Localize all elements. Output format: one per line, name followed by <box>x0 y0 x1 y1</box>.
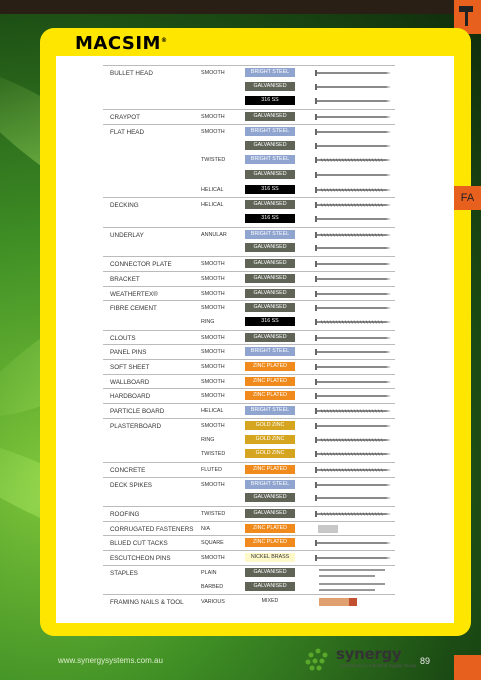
finish-badge: GOLD ZINC <box>245 449 295 458</box>
shank-type: SMOOTH <box>201 378 225 385</box>
nail-image <box>315 435 391 445</box>
table-row <box>103 550 395 565</box>
nail-image <box>315 112 391 122</box>
table-row <box>103 594 395 609</box>
shank-type: VARIOUS <box>201 599 225 606</box>
nail-type: BULLET HEAD <box>110 70 153 77</box>
nail-type: CLOUTS <box>110 334 136 342</box>
nail-image <box>315 509 391 519</box>
nail-type: CONNECTOR PLATE <box>110 261 172 269</box>
nail-image <box>315 553 391 563</box>
table-row <box>103 491 395 505</box>
finish-badge: GALVANISED <box>245 568 295 577</box>
shank-type: HELICAL <box>201 202 224 209</box>
shank-type: SMOOTH <box>201 114 225 121</box>
nail-type: FIBRE CEMENT <box>110 305 157 313</box>
nail-type: FLAT HEAD <box>110 128 145 136</box>
nail-type: DECKING <box>110 202 139 210</box>
synergy-tagline: Construction | Industrial Supply Group <box>340 663 416 668</box>
shank-type: HELICAL <box>201 408 224 415</box>
nail-image <box>315 391 391 401</box>
shank-type: SMOOTH <box>201 305 225 312</box>
nail-type: UNDERLAY <box>110 231 144 239</box>
nail-type: CORRUGATED FASTENERS <box>110 525 194 533</box>
table-row <box>103 256 395 271</box>
table-row <box>103 374 395 389</box>
nail-type: ESCUTCHEON PINS <box>110 555 171 563</box>
nail-image <box>315 421 391 431</box>
finish-badge: GALVANISED <box>245 289 295 298</box>
shank-type: SMOOTH <box>201 70 225 76</box>
table-row <box>103 565 395 580</box>
nail-image <box>315 333 391 343</box>
top-bar <box>0 0 481 14</box>
nail-image <box>315 96 391 106</box>
table-row <box>103 580 395 594</box>
nail-image <box>315 243 391 253</box>
nail-image <box>315 68 391 78</box>
finish-badge: NICKEL BRASS <box>245 553 295 562</box>
shank-type: SMOOTH <box>201 555 225 562</box>
finish-badge: GOLD ZINC <box>245 435 295 444</box>
shank-type: SMOOTH <box>201 334 225 341</box>
finish-badge: GALVANISED <box>245 509 295 518</box>
shank-type: HELICAL <box>201 186 224 193</box>
table-row <box>103 300 395 315</box>
finish-badge: 316 SS <box>245 185 295 194</box>
finish-badge: GALVANISED <box>245 493 295 502</box>
table-row <box>103 433 395 447</box>
finish-badge: BRIGHT STEEL <box>245 68 295 77</box>
table-row <box>103 153 395 167</box>
finish-badge: GALVANISED <box>245 82 295 91</box>
shank-type: TWISTED <box>201 157 226 164</box>
table-row <box>103 197 395 212</box>
shank-type: SMOOTH <box>201 128 225 135</box>
table-row <box>103 418 395 433</box>
finish-badge: GALVANISED <box>245 582 295 591</box>
table-row <box>103 344 395 359</box>
nail-type: BRACKET <box>110 275 140 283</box>
finish-badge: ZINC PLATED <box>245 391 295 400</box>
nail-type: STAPLES <box>110 569 138 577</box>
nail-image <box>315 568 391 578</box>
shank-type: RING <box>201 318 215 325</box>
nail-image <box>315 362 391 372</box>
finish-badge: GALVANISED <box>245 170 295 179</box>
table-row <box>103 227 395 242</box>
nail-image <box>315 170 391 180</box>
nail-image <box>315 141 391 151</box>
table-row <box>103 109 395 124</box>
finish-badge: BRIGHT STEEL <box>245 230 295 239</box>
footer-url[interactable]: www.synergysystems.com.au <box>58 656 163 665</box>
nail-type: PANEL PINS <box>110 349 147 357</box>
finish-badge: ZINC PLATED <box>245 524 295 533</box>
nail-image <box>315 597 391 607</box>
macsim-logo: MACSIM® <box>75 33 168 54</box>
table-row <box>103 359 395 374</box>
nail-image <box>315 465 391 475</box>
finish-badge: ZINC PLATED <box>245 538 295 547</box>
shank-type: SQUARE <box>201 540 224 547</box>
table-row <box>103 65 395 80</box>
nail-type: PLASTERBOARD <box>110 422 162 430</box>
finish-badge: BRIGHT STEEL <box>245 406 295 415</box>
shank-type: N/A <box>201 525 210 532</box>
table-row <box>103 330 395 345</box>
nail-image <box>315 493 391 503</box>
table-row <box>103 506 395 521</box>
nail-type: CRAYPOT <box>110 114 140 122</box>
shank-type: BARBED <box>201 583 224 590</box>
nail-image <box>315 274 391 284</box>
finish-badge: GALVANISED <box>245 274 295 283</box>
shank-type: SMOOTH <box>201 481 225 488</box>
nail-image <box>315 200 391 210</box>
shank-type: RING <box>201 436 215 443</box>
table-row <box>103 286 395 301</box>
corner-accent <box>454 655 481 680</box>
finish-badge: BRIGHT STEEL <box>245 127 295 136</box>
nail-type: WEATHERTEX® <box>110 290 158 298</box>
finish-badge: ZINC PLATED <box>245 362 295 371</box>
table-row <box>103 403 395 418</box>
shank-type: SMOOTH <box>201 364 225 370</box>
finish-badge: GALVANISED <box>245 333 295 342</box>
shank-type: SMOOTH <box>201 275 225 282</box>
page-number: 89 <box>420 656 431 666</box>
finish-badge: ZINC PLATED <box>245 465 295 474</box>
table-row <box>103 241 395 255</box>
section-tab-fa[interactable]: FA <box>454 186 481 210</box>
finish-badge: BRIGHT STEEL <box>245 480 295 489</box>
shank-type: SMOOTH <box>201 290 225 297</box>
nail-image <box>315 582 391 592</box>
nail-image <box>315 155 391 165</box>
shank-type: SMOOTH <box>201 393 225 400</box>
finish-badge: ZINC PLATED <box>245 377 295 386</box>
nail-type: SOFT SHEET <box>110 364 150 371</box>
nail-type: CONCRETE <box>110 466 146 474</box>
finish-badge: GALVANISED <box>245 303 295 312</box>
shank-type: FLUTED <box>201 466 222 473</box>
table-row <box>103 521 395 536</box>
finish-badge: GALVANISED <box>245 259 295 268</box>
finish-badge: GALVANISED <box>245 200 295 209</box>
nail-type: FRAMING NAILS & TOOL <box>110 599 184 607</box>
nail-type: PARTICLE BOARD <box>110 408 165 416</box>
finish-badge: MIXED <box>245 597 295 606</box>
nail-type: BLUED CUT TACKS <box>110 540 168 548</box>
nail-image <box>315 214 391 224</box>
nail-image <box>315 317 391 327</box>
table-row <box>103 271 395 286</box>
finish-badge: BRIGHT STEEL <box>245 347 295 356</box>
hammer-icon <box>457 4 477 28</box>
table-row <box>103 212 395 226</box>
finish-badge: GALVANISED <box>245 112 295 121</box>
table-row <box>103 168 395 182</box>
finish-badge: 316 SS <box>245 96 295 105</box>
table-row <box>103 124 395 139</box>
nail-image <box>315 185 391 195</box>
nail-image <box>315 524 391 534</box>
finish-badge: BRIGHT STEEL <box>245 155 295 164</box>
table-row <box>103 388 395 403</box>
table-row <box>103 80 395 94</box>
nail-type: DECK SPIKES <box>110 481 152 489</box>
shank-type: TWISTED <box>201 511 226 517</box>
table-row <box>103 447 395 461</box>
nail-type: HARDBOARD <box>110 393 151 401</box>
table-row <box>103 477 395 492</box>
nail-image <box>315 538 391 548</box>
nail-image <box>315 347 391 357</box>
shank-type: PLAIN <box>201 569 217 576</box>
finish-badge: GOLD ZINC <box>245 421 295 430</box>
shank-type: TWISTED <box>201 451 226 458</box>
nail-image <box>315 449 391 459</box>
table-row <box>103 315 395 329</box>
nail-image <box>315 127 391 137</box>
nail-image <box>315 230 391 240</box>
shank-type: SMOOTH <box>201 261 225 268</box>
nail-image <box>315 303 391 313</box>
nail-image <box>315 406 391 416</box>
finish-badge: 316 SS <box>245 317 295 326</box>
finish-badge: GALVANISED <box>245 141 295 150</box>
nail-image <box>315 289 391 299</box>
synergy-wordmark: synergy <box>336 645 402 663</box>
nail-image <box>315 480 391 490</box>
shank-type: ANNULAR <box>201 231 227 238</box>
nail-image <box>315 377 391 387</box>
nail-type: ROOFING <box>110 511 140 518</box>
shank-type: SMOOTH <box>201 422 225 429</box>
table-row <box>103 94 395 108</box>
table-row <box>103 462 395 477</box>
table-row <box>103 535 395 550</box>
table-row <box>103 183 395 197</box>
table-row <box>103 139 395 153</box>
nail-type: WALLBOARD <box>110 378 150 386</box>
nail-image <box>315 82 391 92</box>
finish-badge: GALVANISED <box>245 243 295 252</box>
shank-type: SMOOTH <box>201 349 225 356</box>
synergy-logo-icon <box>303 646 333 676</box>
finish-badge: 316 SS <box>245 214 295 223</box>
nail-image <box>315 259 391 269</box>
